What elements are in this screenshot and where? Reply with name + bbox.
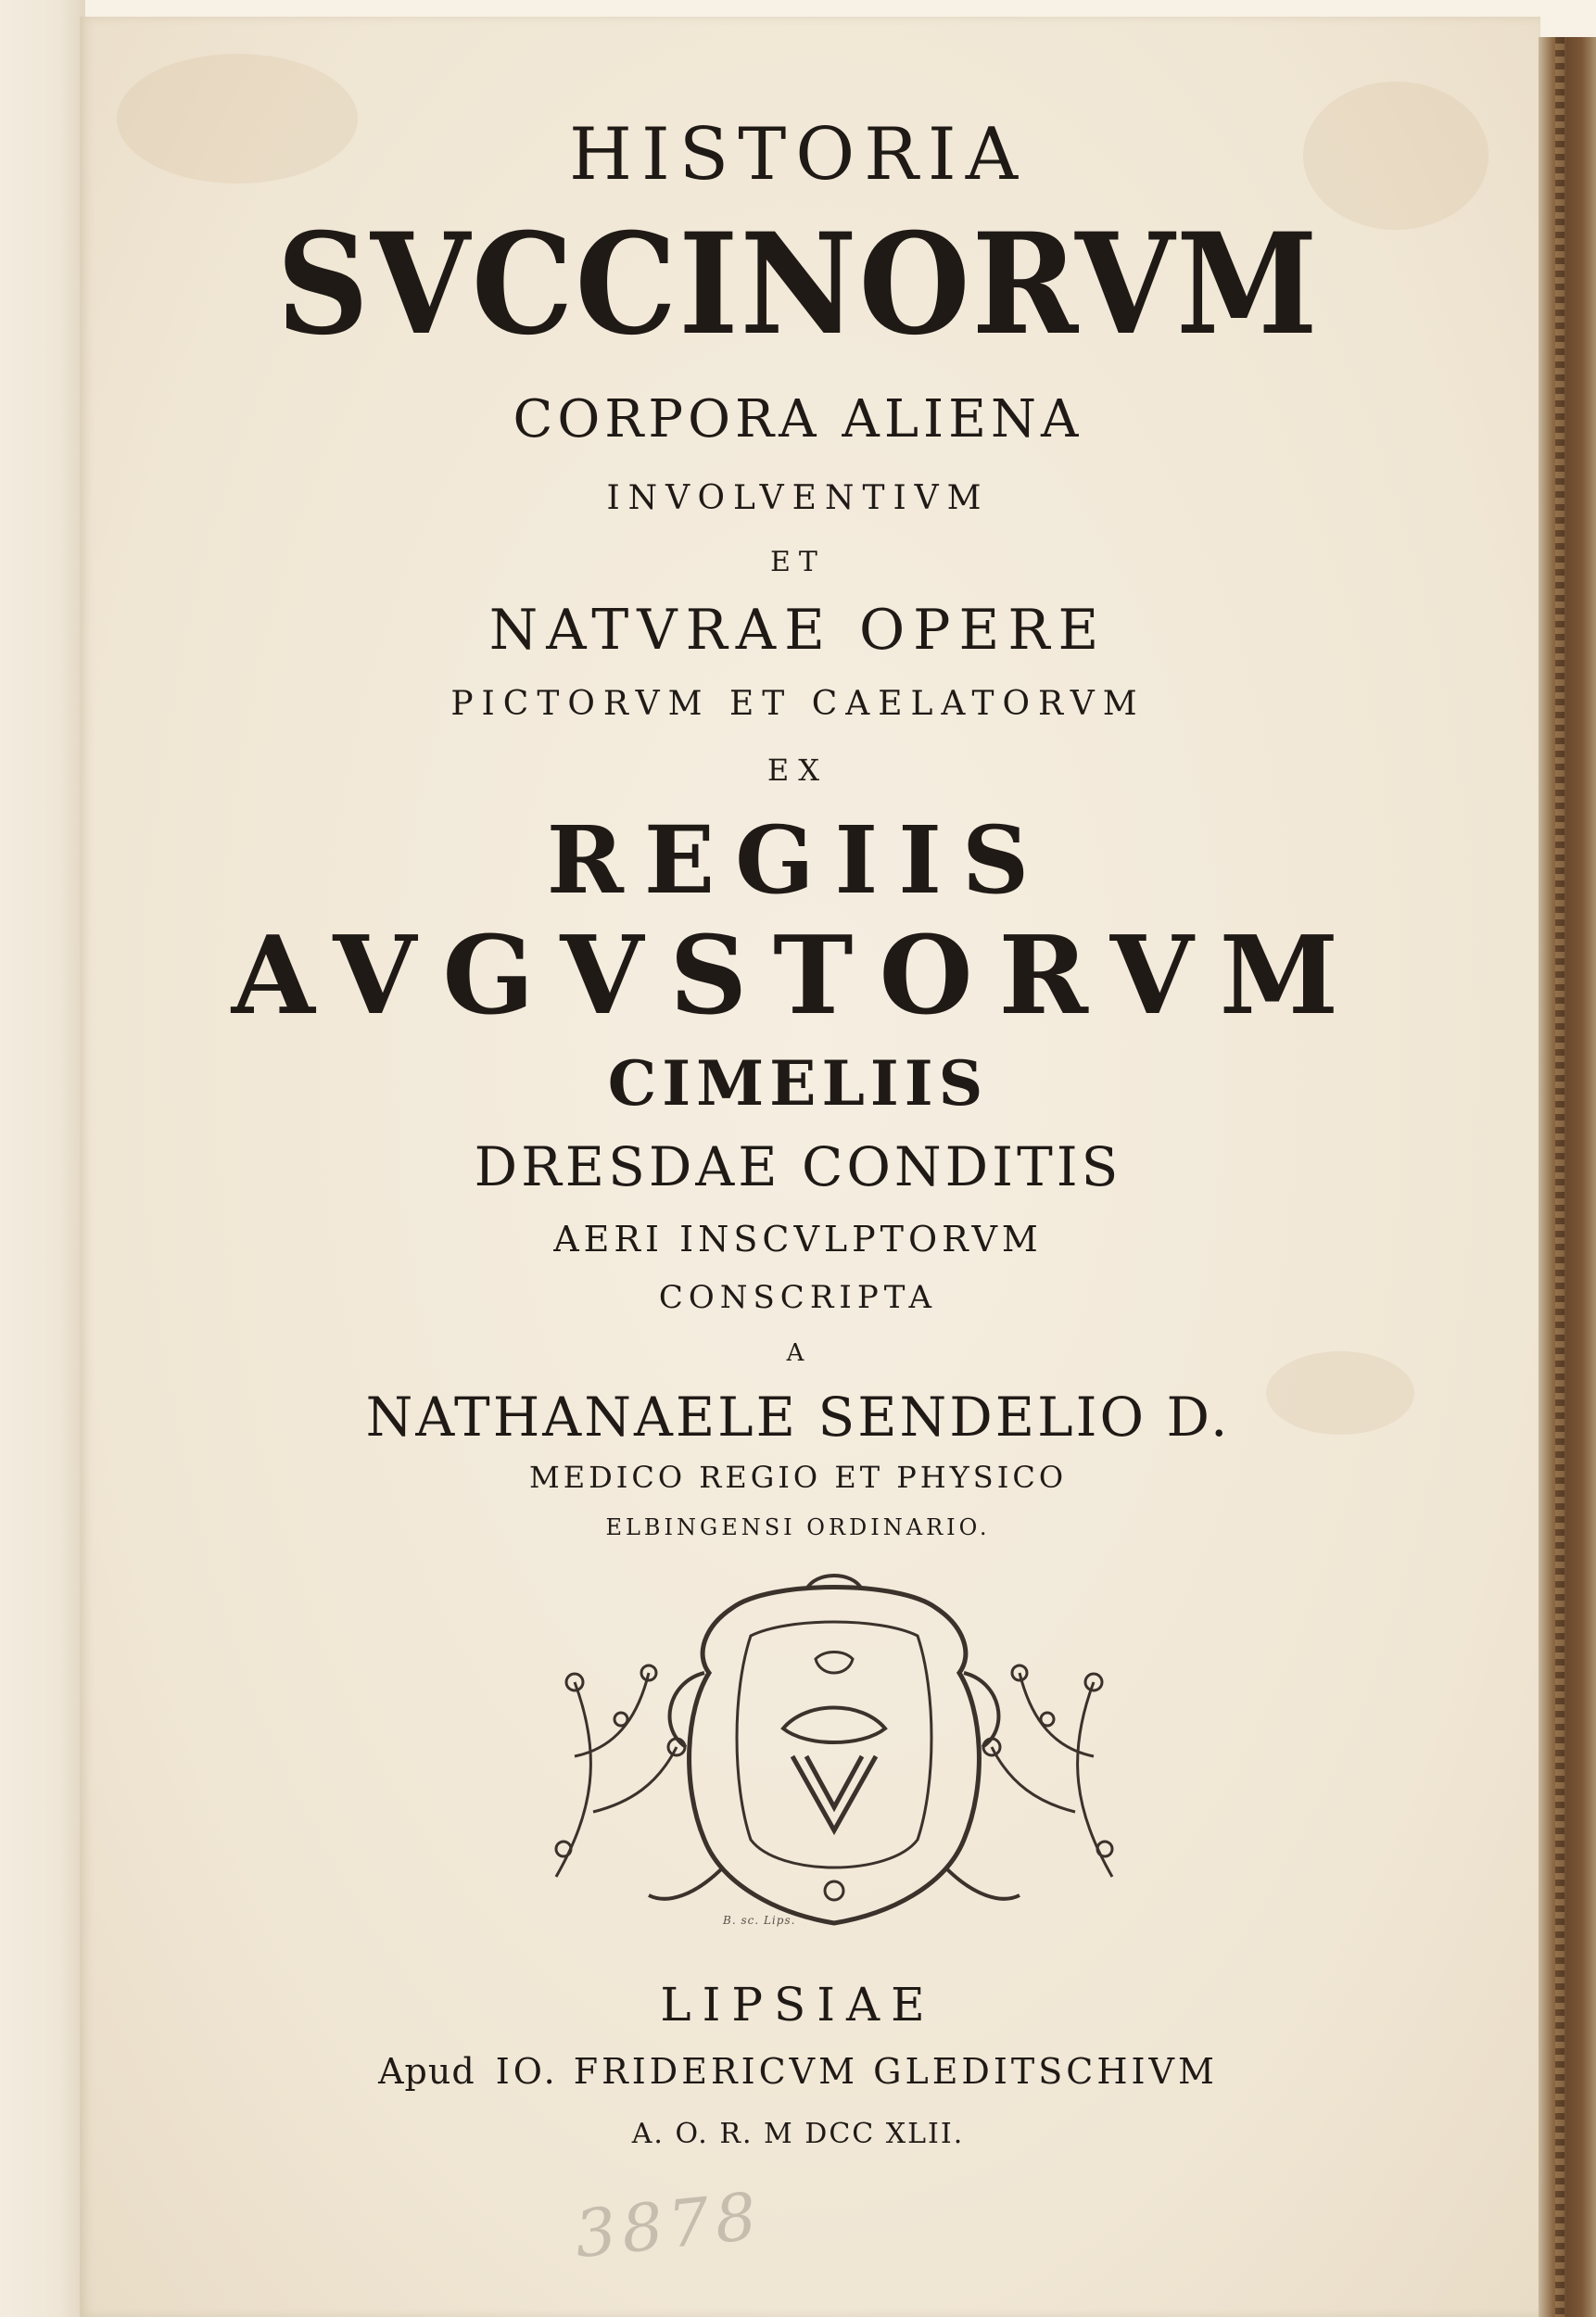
subtitle-line: ET: [770, 546, 826, 578]
imprint-publisher: [0, 2051, 1596, 2092]
subtitle-line-augustorum: AVGVSTORVM: [231, 913, 1365, 1039]
title-line-historia: HISTORIA: [568, 113, 1028, 196]
engraver-signature: B. sc. Lips.: [723, 1914, 796, 1927]
imprint-place: LIPSIAE: [660, 1978, 936, 2032]
subtitle-line-regiis: REGIIS: [546, 805, 1050, 915]
imprint-apud: Apud: [378, 2051, 475, 2092]
pencil-shelf-mark: 3878: [571, 2177, 766, 2273]
publisher-name: IO. FRIDERICVM GLEDITSCHIVM: [495, 2051, 1218, 2092]
author-name: NATHANAELE SENDELIO D.: [365, 1386, 1231, 1449]
title-line-succinorum: SVCCINORVM: [276, 203, 1320, 366]
author-title: ELBINGENSI ORDINARIO.: [605, 1514, 991, 1540]
subtitle-line: INVOLVENTIVM: [606, 479, 990, 517]
subtitle-line: DRESDAE CONDITIS: [474, 1135, 1122, 1198]
subtitle-line: CONSCRIPTA: [658, 1279, 938, 1316]
imprint-date: A. O. R. M DCC XLII.: [631, 2118, 965, 2150]
subtitle-line: EX: [766, 753, 830, 788]
cartouche-monogram-ornament-icon: [538, 1571, 1131, 1951]
subtitle-line: A: [786, 1339, 810, 1367]
subtitle-line: CIMELIIS: [607, 1047, 989, 1120]
subtitle-line: CORPORA ALIENA: [513, 389, 1083, 449]
author-title: MEDICO REGIO ET PHYSICO: [528, 1460, 1068, 1495]
subtitle-line: PICTORVM ET CAELATORVM: [450, 685, 1146, 723]
subtitle-line: NATVRAE OPERE: [488, 598, 1108, 663]
subtitle-line: AERI INSCVLPTORVM: [553, 1219, 1043, 1260]
